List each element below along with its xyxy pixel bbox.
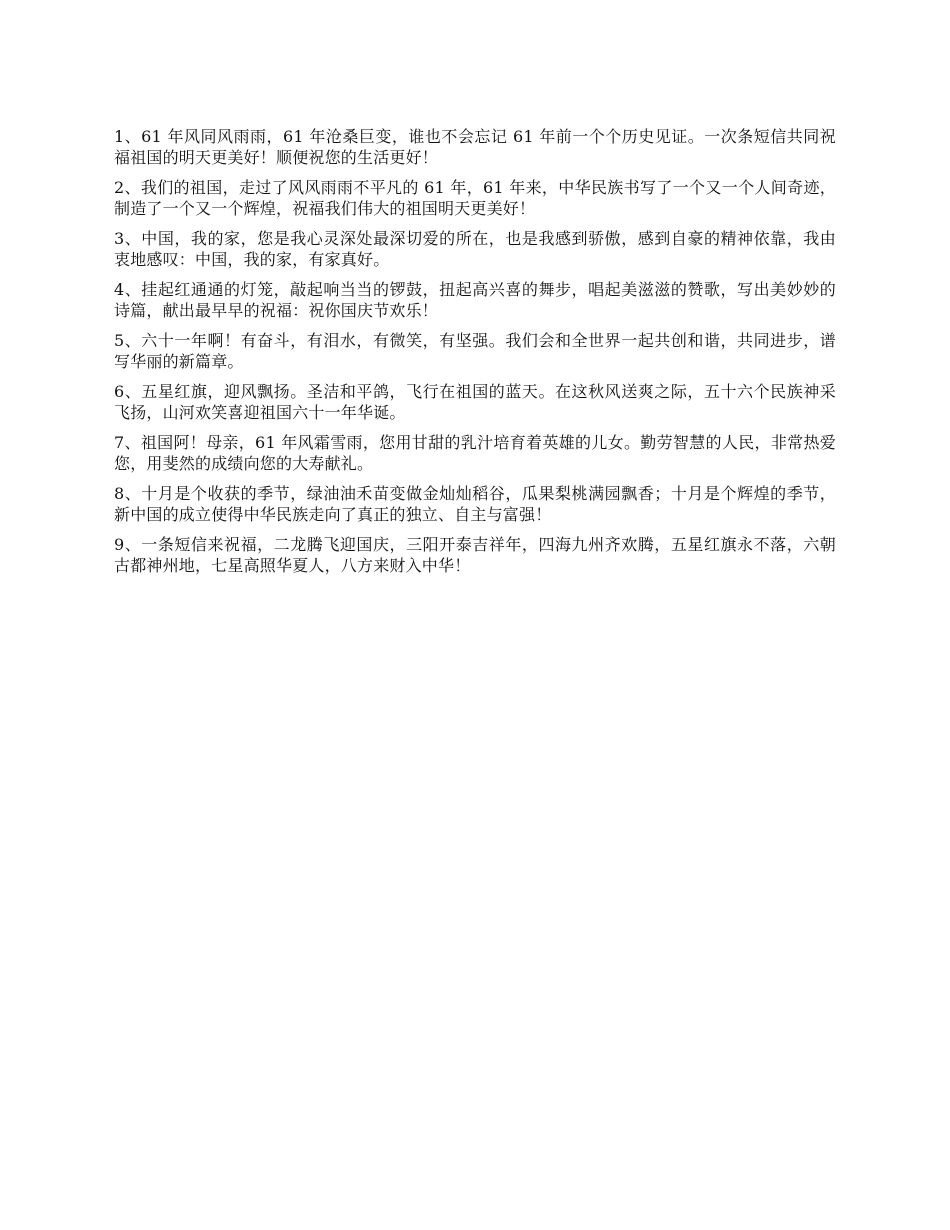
- paragraph-2: 2、我们的祖国，走过了风风雨雨不平凡的 61 年，61 年来，中华民族书写了一个又一个人间奇迹，制造了一个又一个辉煌，祝福我们伟大的祖国明天更美好！: [114, 178, 836, 218]
- document-body: [114, 126, 836, 585]
- paragraph-4: 4、挂起红通通的灯笼，敲起响当当的锣鼓，扭起高兴喜的舞步，唱起美滋滋的赞歌，写出美妙妙的诗篇，献出最早早的祝福：祝你国庆节欢乐！: [114, 280, 836, 320]
- paragraph-7: 7、祖国阿！母亲，61 年风霜雪雨，您用甘甜的乳汁培育着英雄的儿女。勤劳智慧的人民，非常热爱您，用斐然的成绩向您的大寿献礼。: [114, 433, 836, 473]
- paragraph-8: 8、十月是个收获的季节，绿油油禾苗变做金灿灿稻谷，瓜果梨桃满园飘香；十月是个辉煌的季节，新中国的成立使得中华民族走向了真正的独立、自主与富强！: [114, 484, 836, 524]
- paragraph-9: 9、一条短信来祝福，二龙腾飞迎国庆，三阳开泰吉祥年，四海九州齐欢腾，五星红旗永不落，六朝古都神州地，七星高照华夏人，八方来财入中华！: [114, 535, 836, 575]
- paragraph-5: 5、六十一年啊！有奋斗，有泪水，有微笑，有坚强。我们会和全世界一起共创和谐，共同进步，谱写华丽的新篇章。: [114, 331, 836, 371]
- paragraph-1: 1、61 年风同风雨雨，61 年沧桑巨变，谁也不会忘记 61 年前一个个历史见证。一次条短信共同祝福祖国的明天更美好！顺便祝您的生活更好！: [114, 127, 836, 167]
- paragraph-3: 3、中国，我的家，您是我心灵深处最深切爱的所在，也是我感到骄傲，感到自豪的精神依靠，我由衷地感叹：中国，我的家，有家真好。: [114, 229, 836, 269]
- paragraph-6: 6、五星红旗，迎风飘扬。圣洁和平鸽，飞行在祖国的蓝天。在这秋风送爽之际，五十六个民族神采飞扬，山河欢笑喜迎祖国六十一年华诞。: [114, 382, 836, 422]
